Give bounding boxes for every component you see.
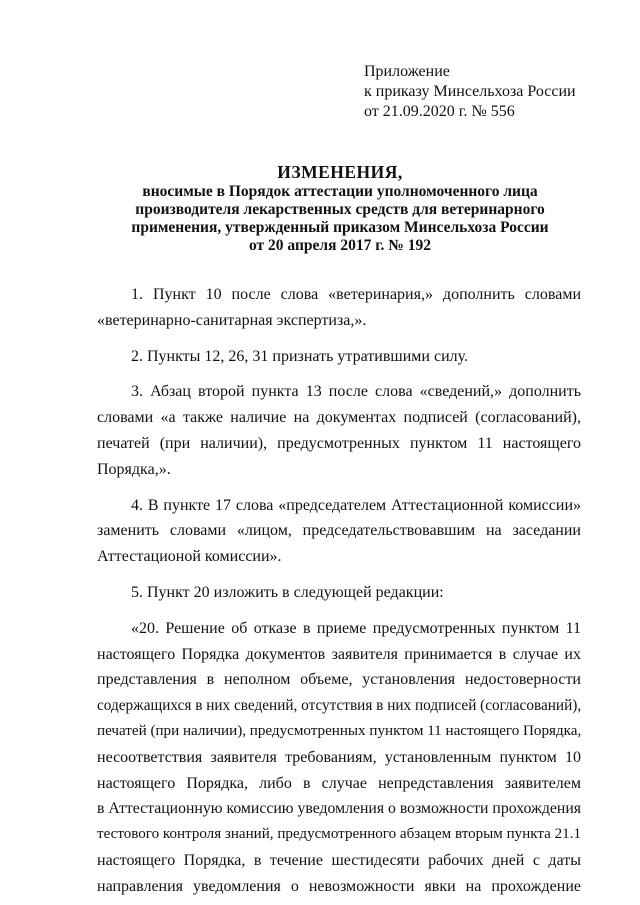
annex-header [364, 62, 576, 122]
annex-line: к приказу Минсельхоза России [364, 83, 576, 100]
title-line: применения, утвержденный приказом Минсельхоза России [131, 219, 549, 236]
title-line: производителя лекарственных средств для ветеринарного [135, 201, 545, 218]
text-line: «ветеринарно-санитарная экспертиза,». [97, 311, 367, 329]
text-line: 1. Пункт 10 после слова «ветеринария,» дополнить словами [131, 286, 581, 303]
text-line: «20. Решение об отказе в приеме предусмотренных пунктом 11 [131, 619, 581, 637]
title-line: вносимые в Порядок аттестации уполномоченного лица [142, 183, 538, 200]
annex-line: от 21.09.2020 г. № 556 [364, 103, 515, 120]
text-line: 3. Абзац второй пункта 13 после слова «сведений,» дополнить [131, 383, 581, 401]
text-line: тестового контроля знаний, предусмотренного абзацем вторым пункта 21.1 [97, 826, 581, 843]
text-line: 2. Пункты 12, 26, 31 признать утратившими силу. [131, 347, 469, 365]
text-line: настоящего Порядка, либо в случае непредставления заявителем [97, 774, 581, 792]
text-line: заменить словами «лицом, председательствовавшим на заседании [97, 522, 581, 540]
text-line: настоящего Порядка, в течение шестидесяти рабочих дней с даты [97, 851, 581, 869]
paragraph-1 [97, 282, 581, 334]
text-line: 5. Пункт 20 изложить в следующей редакции: [131, 583, 444, 601]
text-line: представления в неполном объеме, установления недостоверности [97, 671, 581, 689]
text-line: Порядка,». [97, 460, 171, 478]
text-line: содержащихся в них сведений, отсутствия в них подписей (согласований), [97, 697, 582, 715]
annex-line: Приложение [364, 63, 450, 80]
text-line: печатей (при наличии), предусмотренных пунктом 11 настоящего [97, 434, 581, 452]
paragraph-6-quoted [97, 616, 581, 900]
text-line: настоящего Порядка документов заявителя принимается в случае их [97, 645, 581, 663]
paragraph-5 [97, 580, 581, 606]
paragraph-3 [97, 379, 581, 482]
document-body [97, 282, 581, 900]
title-line: от 20 апреля 2017 г. № 192 [249, 237, 431, 254]
text-line: направления уведомления о невозможности явки на прохождение [97, 877, 581, 895]
text-line: словами «а также наличие на документах подписей (согласований), [97, 409, 581, 427]
text-line: в Аттестационную комиссию уведомления о возможности прохождения [97, 800, 582, 818]
paragraph-4 [97, 493, 581, 570]
document-title [90, 161, 590, 255]
text-line: печатей (при наличии), предусмотренных пунктом 11 настоящего Порядка, [97, 722, 582, 739]
title-heading: ИЗМЕНЕНИЯ, [277, 162, 403, 182]
text-line: Аттестационой комиссии». [97, 548, 282, 566]
text-line: 4. В пункте 17 слова «председателем Аттестационной комиссии» [131, 496, 581, 514]
text-line: несоответствия заявителя требованиям, установленным пунктом 10 [97, 748, 581, 766]
paragraph-2 [97, 344, 581, 370]
